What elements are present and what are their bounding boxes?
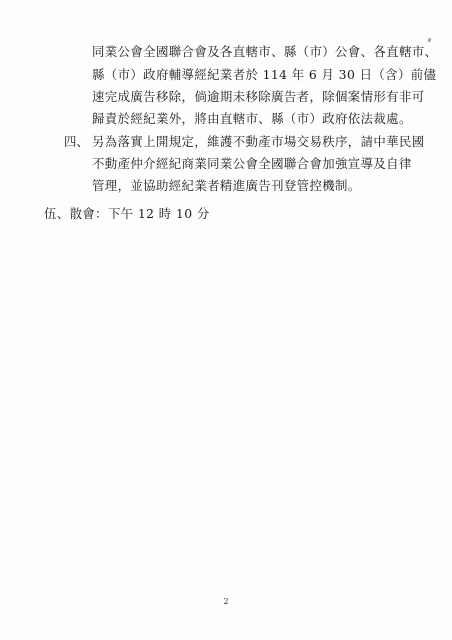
- paragraph-line-4: 歸責於經紀業外，將由直轄市、縣（市）政府依法裁處。: [92, 111, 412, 126]
- item4-line-3: 管理，並協助經紀業者精進廣告刊登管控機制。: [92, 178, 361, 193]
- paragraph-line-2: 縣（市）政府輔導經紀業者於 114 年 6 月 30 日（含）前儘: [92, 67, 437, 82]
- page-number: 2: [223, 597, 229, 606]
- item-number-4: 四、: [64, 134, 89, 149]
- adjournment-line: 伍、散會：下午 12 時 10 分: [44, 206, 210, 221]
- paragraph-line-3: 速完成廣告移除，倘逾期未移除廣告者，除個案情形有非可: [92, 89, 425, 104]
- paragraph-line-1: 同業公會全國聯合會及各直轄市、縣（市）公會、各直轄市、: [92, 44, 438, 59]
- item4-line-1: 另為落實上開規定，維護不動產市場交易秩序，請中華民國: [92, 134, 425, 149]
- item4-line-2: 不動產仲介經紀商業同業公會全國聯合會加強宣導及自律: [92, 156, 412, 171]
- scan-mark: [427, 38, 431, 43]
